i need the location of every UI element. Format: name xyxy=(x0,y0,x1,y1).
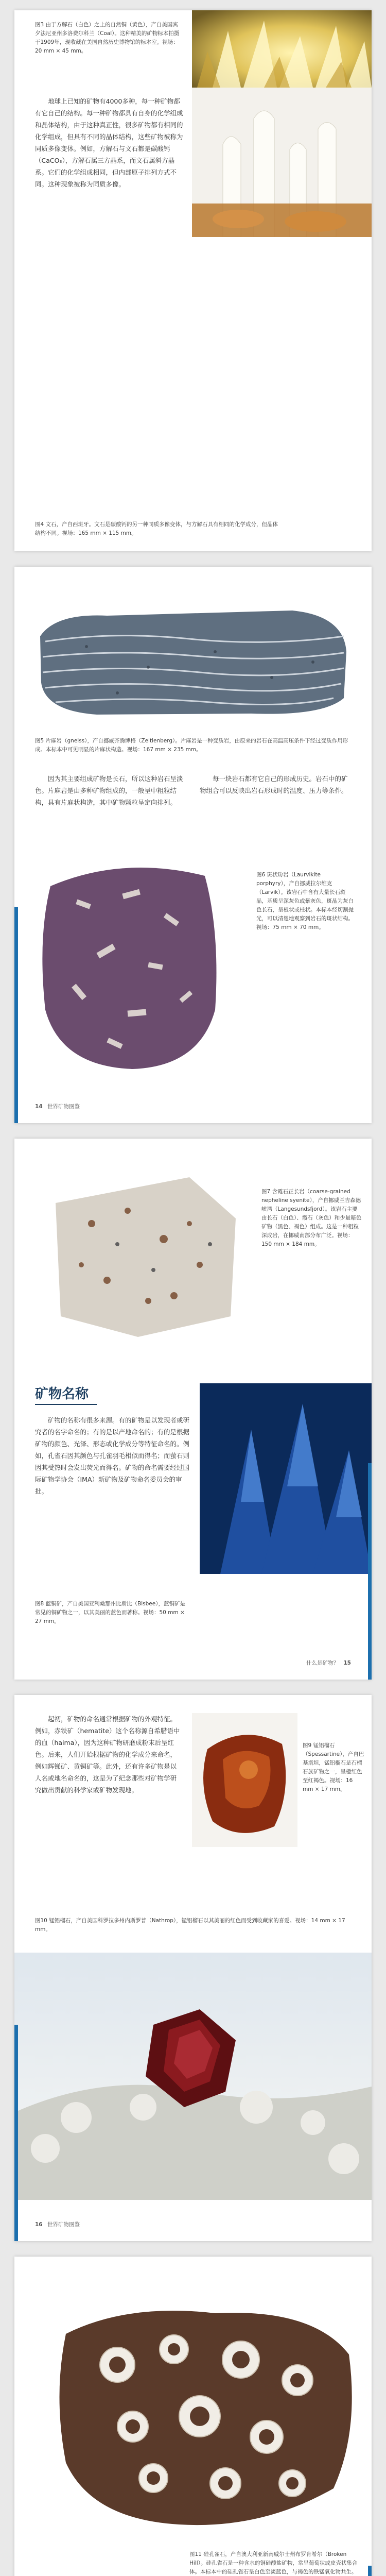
page-edge-bar xyxy=(14,2025,18,2241)
chrysocolla-photo xyxy=(45,2287,364,2535)
aragonite-photo xyxy=(192,88,372,237)
gneiss-photo xyxy=(35,595,351,719)
running-title: 世界矿物图鉴 xyxy=(47,2222,80,2228)
figure-4-caption: 图4 文石，产自西班牙。文石是碳酸钙的另一种同质多像变体，与方解石具有相同的化学成分，但晶体结构不同。视场：165 mm × 115 mm。 xyxy=(35,521,278,536)
figure-10-caption-block xyxy=(35,1917,351,1934)
page-edge-bar xyxy=(368,1463,372,1680)
book-page-4 xyxy=(14,1695,372,2241)
figure-4-caption-block xyxy=(35,520,282,538)
figure-11-caption-block xyxy=(189,2550,359,2576)
figure-3-caption: 图3 由于方解石（白色）之上的自然铜（黄色），产自美国宾夕法尼亚州多洛费尔科兰（Coal）。这种精美的矿物标本拍摄于1909年，现收藏在美国自然历史博物馆的标本室。视场：20 mm × 45 mm。 xyxy=(35,22,180,54)
body-paragraph-right: 每一块岩石都有它自己的形成历史。岩石中的矿物组合可以反映出岩石形成时的温度、压力等条件。 xyxy=(200,775,348,794)
text-column-left xyxy=(35,773,184,808)
figure-3-caption-block xyxy=(35,21,182,56)
figure-11-caption: 图11 硅孔雀石，产自澳大利亚新南威尔士州布罗肯希尔（Broken Hill）。硅孔雀石是一种含水的铜硅酸盐矿物，常呈葡萄状或皮壳状集合体。本标本中的硅孔雀石呈白色至淡蓝色，与褐色的铁锰氧化物共生。 xyxy=(189,2551,358,2575)
crystal-photo xyxy=(192,10,372,88)
body-paragraph: 起初，矿物的命名通常根据矿物的外观特征。例如，赤铁矿（hematite）这个名称源自希腊语中的血（haima），因为这种矿物研磨成粉末后呈红色。后来，人们开始根据矿物的化学成分来命名，例如辉锑矿、黄铜矿等。此外，还有许多矿物是以人名或地名命名的，这是为了纪念那些对矿物学研究做出贡献的科学家或矿物发现地。 xyxy=(35,1715,180,1794)
section-heading: 矿物名称 xyxy=(35,1386,89,1402)
body-paragraph-left: 因为其主要组成矿物是长石，所以这种岩石呈淡色。片麻岩是由多种矿物组成的，一般呈中粗粒结构，具有片麻状构造，其中矿物颗粒呈定向排列。 xyxy=(35,775,183,806)
book-page-1 xyxy=(14,10,372,551)
page-edge-bar xyxy=(368,2566,372,2576)
heading-underline xyxy=(35,1404,97,1405)
book-page-2 xyxy=(14,567,372,1123)
figure-8-caption: 图8 蓝铜矿，产自美国亚利桑那州比斯比（Bisbee），蓝铜矿是常见的铜矿物之一，以其美丽的蓝色而著称。视场：50 mm × 27 mm。 xyxy=(35,1601,185,1624)
figure-7-caption-block xyxy=(261,1188,362,1249)
porphyry-photo xyxy=(35,855,225,1072)
figure-8-caption-block xyxy=(35,1600,189,1626)
figure-5-caption-block xyxy=(35,737,351,754)
text-column-right xyxy=(200,773,351,796)
spessartine-photo xyxy=(192,1713,297,1847)
figure-5-caption: 图5 片麻岩（gneiss），产自挪威齐腾博格（Zeitlenberg）。片麻岩是一种变质岩，由原来的岩石在高温高压条件下经过变质作用形成。本标本中可见明显的片麻状构造。视场：167 mm × 235 mm。 xyxy=(35,738,348,753)
running-title: 世界矿物图鉴 xyxy=(47,1104,80,1110)
azurite-photo xyxy=(200,1383,372,1574)
page-folio xyxy=(35,2221,80,2228)
book-page-3 xyxy=(14,1139,372,1680)
figure-6-caption: 图6 斑状玢岩（Laurvikite porphyry），产自挪威拉尔维克（Larvik）。该岩石中含有大量长石斑晶，基质呈深灰色或紫灰色，斑晶为灰白色长石，呈板状或柱状。本标本经切割抛光，可以清楚地观察到岩石的斑状结构。视场：75 mm × 70 mm。 xyxy=(256,872,354,930)
garnet-on-matrix-photo xyxy=(14,1953,372,2200)
running-title: 什么是矿物？ xyxy=(306,1660,339,1666)
page-folio xyxy=(306,1659,351,1667)
page-folio xyxy=(35,1103,80,1110)
figure-10-caption: 图10 锰铝榴石，产自美国科罗拉多州内斯罗普（Nathrop），锰铝榴石以其美丽的红色而受到收藏家的喜爱。视场：14 mm × 17 mm。 xyxy=(35,1918,345,1933)
syenite-photo xyxy=(35,1162,251,1347)
figure-7-caption: 图7 含霞石正长岩（coarse-grained nepheline syenite），产自挪威兰吉森德峡湾（Langesundsfjord）。该岩石主要由长石（白色）、霞石（灰色）和少量暗色矿物（黑色、褐色）组成。这是一种粗粒深成岩，在挪威南部分布广泛。视场：150 mm × 184 mm。 xyxy=(261,1189,362,1247)
body-paragraph: 矿物的名称有很多来源。有的矿物是以发现者或研究者的名字命名的；有的是以产地命名的；有的是根据矿物的颜色、光泽、形态或化学成分等特征命名的。例如，孔雀石因其颜色与孔雀羽毛相似而得名；而萤石则因其受热时会发出荧光而得名。矿物的命名需要经过国际矿物学协会（IMA）新矿物及矿物命名委员会的审批。 xyxy=(35,1416,190,1495)
book-page-5 xyxy=(14,2257,372,2576)
page-edge-bar xyxy=(14,907,18,1123)
figure-9-caption: 图9 锰铝榴石（Spessartine），产自巴基斯坦，锰铝榴石是石榴石族矿物之一，呈橙红色至红褐色。视场：16 mm × 17 mm。 xyxy=(303,1742,364,1792)
text-column xyxy=(35,95,184,190)
text-column xyxy=(35,1414,189,1497)
body-paragraph: 地球上已知的矿物有4000多种，每一种矿物都有它自己的结构。每一种矿物都具有自身的化学组成和晶体结构，由于这种真正性，很多矿物都有相同的化学组成，但具有不同的晶体结构，这些矿物被称为同质多像变体。例如，方解石与文石都是碳酸钙（CaCO₃），方解石属三方晶系，而文石属斜方晶系。它们的化学组成相同，但内部原子排列方式不同。这种现象被称为同质多像。 xyxy=(35,97,183,188)
page-number: 15 xyxy=(343,1660,351,1666)
text-column xyxy=(35,1713,182,1796)
figure-6-caption-block xyxy=(256,871,354,932)
page-number: 16 xyxy=(35,2222,43,2228)
figure-9-caption-block xyxy=(303,1741,364,1794)
page-number: 14 xyxy=(35,1104,43,1110)
